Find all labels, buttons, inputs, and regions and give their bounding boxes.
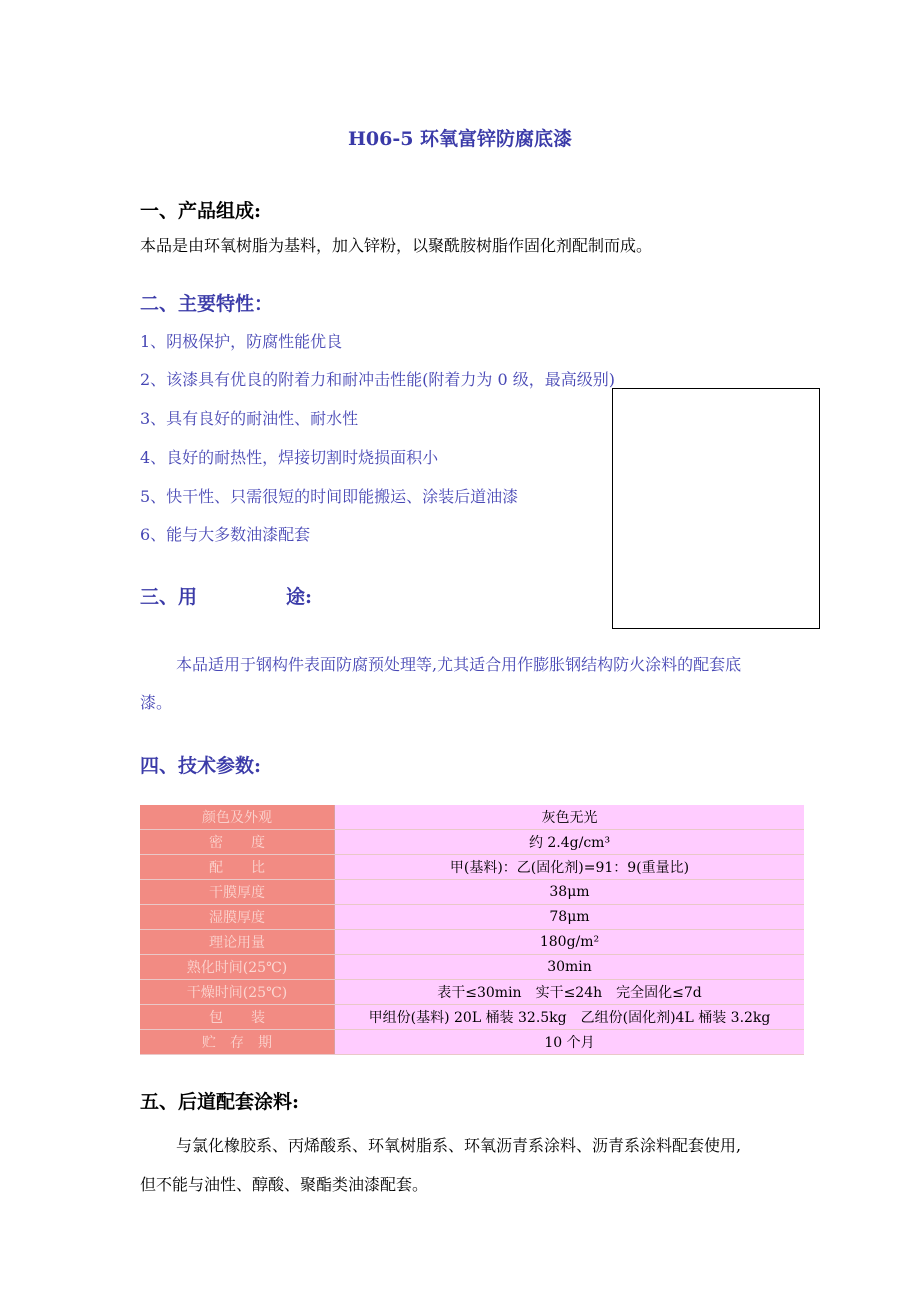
usage-text-line1: 本品适用于钢构件表面防腐预处理等,尤其适合用作膨胀钢结构防火涂料的配套底 (176, 655, 742, 674)
composition-text: 本品是由环氧树脂为基料，加入锌粉，以聚酰胺树脂作固化剂配制而成。 (140, 236, 653, 255)
spec-value: 10 个月 (335, 1030, 805, 1055)
topcoat-text-line2: 但不能与油性、醇酸、聚酯类油漆配套。 (140, 1175, 429, 1194)
spec-label: 熟化时间(25℃) (140, 955, 335, 980)
spec-value: 78μm (335, 905, 805, 930)
spec-label: 贮 存 期 (140, 1030, 335, 1055)
feature-item: 1、阴极保护，防腐性能优良 (140, 332, 343, 351)
spec-row (140, 955, 804, 980)
spec-row (140, 830, 804, 855)
spec-label: 颜色及外观 (140, 805, 335, 830)
spec-label: 干燥时间(25℃) (140, 980, 335, 1005)
spec-value: 约 2.4g/cm³ (335, 830, 805, 855)
spec-value: 甲组份(基料) 20L 桶装 32.5kg 乙组份(固化剂)4L 桶装 3.2kg (335, 1005, 805, 1030)
spec-value: 甲(基料)：乙(固化剂)=91：9(重量比) (335, 855, 805, 880)
spec-row (140, 905, 804, 930)
spec-row (140, 930, 804, 955)
spec-row (140, 1005, 804, 1030)
spec-row (140, 880, 804, 905)
section-heading-specs: 四、技术参数: (140, 755, 262, 777)
spec-label: 湿膜厚度 (140, 905, 335, 930)
topcoat-text-line1: 与氯化橡胶系、丙烯酸系、环氧树脂系、环氧沥青系涂料、沥青系涂料配套使用, (176, 1136, 742, 1155)
feature-item: 5、快干性、只需很短的时间即能搬运、涂装后道油漆 (140, 487, 519, 506)
spec-value: 38μm (335, 880, 805, 905)
image-placeholder-box (612, 388, 820, 629)
section-heading-features: 二、主要特性： (140, 293, 274, 315)
usage-text-line2: 漆。 (140, 693, 173, 712)
spec-label: 干膜厚度 (140, 880, 335, 905)
spec-table (140, 805, 804, 1055)
spec-row (140, 855, 804, 880)
spec-value: 灰色无光 (335, 805, 805, 830)
spec-row (140, 980, 804, 1005)
feature-item: 3、具有良好的耐油性、耐水性 (140, 409, 359, 428)
feature-item: 4、良好的耐热性，焊接切割时烧损面积小 (140, 448, 439, 467)
section-heading-usage-suffix: 途: (286, 586, 313, 608)
spec-row (140, 1030, 804, 1055)
spec-value: 180g/m² (335, 930, 805, 955)
spec-label: 包 装 (140, 1005, 335, 1030)
spec-label: 配 比 (140, 855, 335, 880)
spec-row (140, 805, 804, 830)
spec-label: 密 度 (140, 830, 335, 855)
feature-item: 6、能与大多数油漆配套 (140, 525, 311, 544)
document-title: H06-5 环氧富锌防腐底漆 (347, 128, 573, 150)
section-heading-composition: 一、产品组成: (140, 200, 262, 222)
section-heading-usage: 三、用 (140, 586, 198, 608)
feature-item: 2、该漆具有优良的附着力和耐冲击性能(附着力为 0 级，最高级别) (140, 370, 616, 389)
section-heading-topcoat: 五、后道配套涂料: (140, 1091, 300, 1113)
spec-label: 理论用量 (140, 930, 335, 955)
spec-value: 30min (335, 955, 805, 980)
spec-value: 表干≤30min 实干≤24h 完全固化≤7d (335, 980, 805, 1005)
